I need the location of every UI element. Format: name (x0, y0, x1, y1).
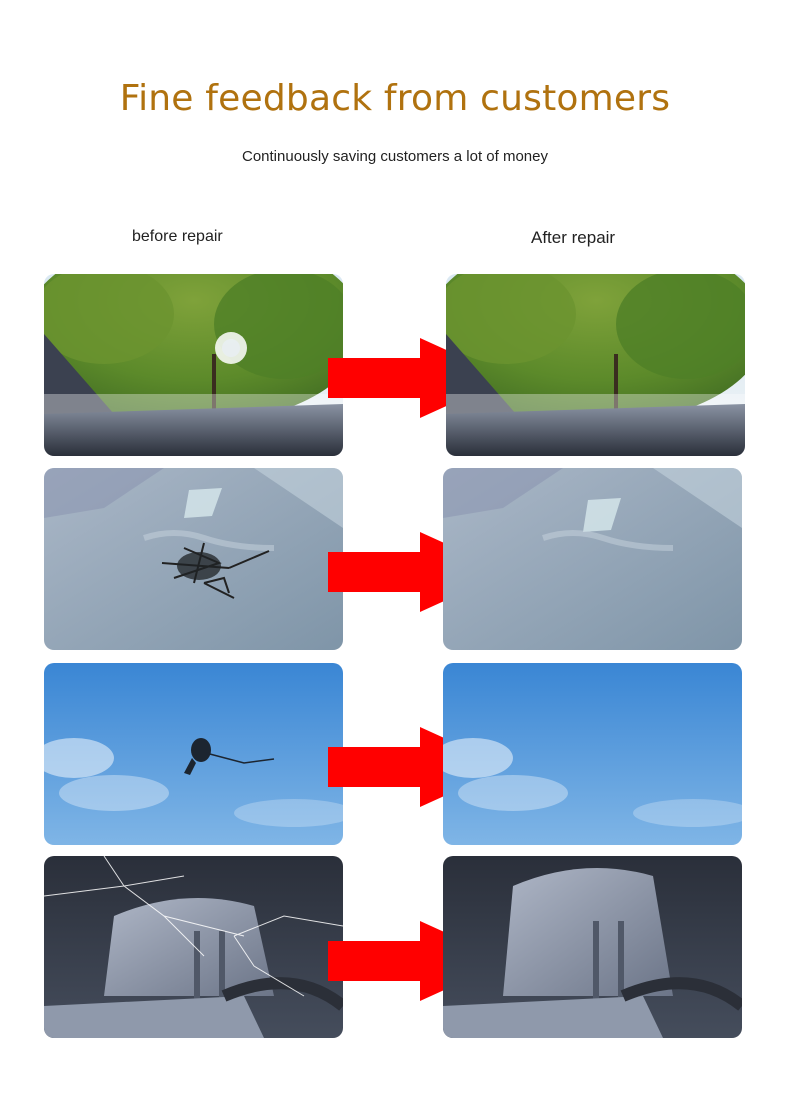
before-photo-star-break (44, 468, 343, 650)
before-photo-sky-chip (44, 663, 343, 845)
page-title: Fine feedback from customers (119, 78, 671, 119)
before-repair-label: before repair (132, 228, 223, 245)
page-subtitle: Continuously saving customers a lot of money (242, 148, 548, 165)
after-photo-interior (443, 856, 742, 1038)
after-photo-sky (443, 663, 742, 845)
before-photo-tree-chip (44, 274, 343, 456)
after-repair-label: After repair (531, 228, 616, 247)
after-photo-glass (443, 468, 742, 650)
after-photo-tree (446, 274, 745, 456)
before-photo-cracked-interior (44, 856, 343, 1038)
